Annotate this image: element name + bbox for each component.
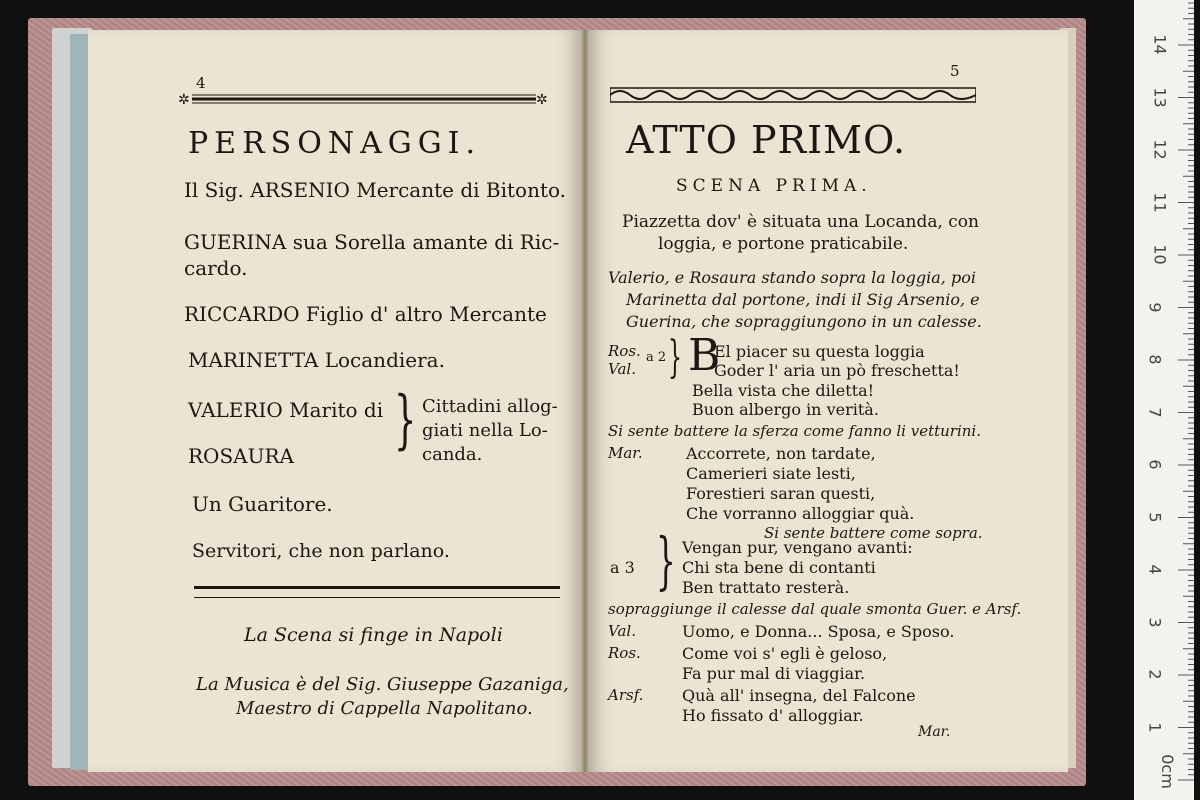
ruler-number: 1 xyxy=(1145,721,1165,733)
divider-rule xyxy=(194,586,560,598)
duet-line-1: El piacer su questa loggia xyxy=(714,342,925,361)
speaker-mar: Mar. xyxy=(608,444,643,462)
brace-duet: } xyxy=(668,332,682,383)
ruler-number: 13 xyxy=(1150,86,1170,108)
brace-text-3: canda. xyxy=(422,444,483,465)
ruler-number: 8 xyxy=(1145,354,1165,365)
speaker-ros: Ros. xyxy=(608,342,641,360)
character-marinetta: MARINETTA Locandiera. xyxy=(188,348,445,372)
drop-cap: B xyxy=(688,330,721,381)
ornament-band xyxy=(610,86,976,104)
mar-line-2: Camerieri siate lesti, xyxy=(686,464,856,483)
svg-text:✲: ✲ xyxy=(536,92,548,108)
speaker-val: Val. xyxy=(608,360,636,378)
stage-direction-3: Guerina, che sopraggiungono in un calesse. xyxy=(626,312,982,331)
stage-direction-2: Marinetta dal portone, indi il Sig Arsenio, e xyxy=(626,290,980,309)
mar-line-3: Forestieri saran questi, xyxy=(686,484,876,503)
dialogue-speaker-2: Ros. xyxy=(608,644,641,662)
duet-line-4: Buon albergo in verità. xyxy=(692,400,879,419)
music-credit-line-1: La Musica è del Sig. Giuseppe Gazaniga, xyxy=(196,674,569,695)
a2-marker: a 2 xyxy=(646,350,667,365)
dialogue-speaker-1: Val. xyxy=(608,622,636,640)
character-arsenio: Il Sig. ARSENIO Mercante di Bitonto. xyxy=(184,178,567,202)
trio-line-2: Chi sta bene di contanti xyxy=(682,558,876,577)
stage-direction-again: Si sente battere come sopra. xyxy=(764,524,983,542)
duet-line-2: Goder l' aria un pò freschetta! xyxy=(714,361,960,380)
character-riccardo: RICCARDO Figlio d' altro Mercante xyxy=(184,302,547,326)
ruler-number: 7 xyxy=(1145,406,1165,418)
dialogue-line-4: Quà all' insegna, del Falcone xyxy=(682,686,916,705)
dialogue-line-5: Ho fissato d' alloggiar. xyxy=(682,706,864,725)
mar-line-4: Che vorranno alloggiar quà. xyxy=(686,504,915,523)
a3-marker: a 3 xyxy=(610,558,635,577)
character-guerina: GUERINA sua Sorella amante di Ric- xyxy=(184,230,560,254)
ruler-number: 5 xyxy=(1145,511,1165,523)
character-guaritore: Un Guaritore. xyxy=(192,492,333,516)
scene-heading: SCENA PRIMA. xyxy=(676,176,872,196)
left-page xyxy=(88,30,582,772)
dialogue-line-2: Come voi s' egli è geloso, xyxy=(682,644,888,663)
right-page xyxy=(588,30,1068,772)
ruler-ticks xyxy=(1134,0,1194,800)
svg-text:✲: ✲ xyxy=(178,92,190,108)
page-number: 4 xyxy=(196,74,206,92)
ruler-number: 6 xyxy=(1145,459,1165,470)
scene-note: La Scena si finge in Napoli xyxy=(244,624,503,646)
character-valerio: VALERIO Marito di xyxy=(188,398,384,422)
dialogue-speaker-4: Arsf. xyxy=(608,686,644,704)
setting-line-2: loggia, e portone praticabile. xyxy=(658,234,909,254)
stage-direction-arrival: sopraggiunge il calesse dal quale smonta Guer. e Arsf. xyxy=(608,600,1022,618)
act-title: ATTO PRIMO. xyxy=(626,118,907,162)
mar-line-1: Accorrete, non tardate, xyxy=(686,444,876,463)
ruler-number: 3 xyxy=(1145,616,1165,628)
trio-line-1: Vengan pur, vengano avanti: xyxy=(682,538,913,557)
dramatis-personae-heading: PERSONAGGI. xyxy=(188,126,482,161)
character-guerina-cont: cardo. xyxy=(184,256,248,280)
stage-direction-whip: Si sente battere la sferza come fanno li vetturini. xyxy=(608,422,982,440)
character-servitori: Servitori, che non parlano. xyxy=(192,540,450,562)
page-number: 5 xyxy=(950,62,960,80)
ruler-number: 2 xyxy=(1145,669,1165,680)
ruler-number: 9 xyxy=(1145,301,1165,313)
trio-line-3: Ben trattato resterà. xyxy=(682,578,850,597)
measurement-ruler xyxy=(1134,0,1194,800)
ruler-unit: 0cm xyxy=(1157,754,1177,789)
setting-line-1: Piazzetta dov' è situata una Locanda, con xyxy=(622,212,979,232)
catchword: Mar. xyxy=(918,724,951,740)
duet-line-3: Bella vista che diletta! xyxy=(692,381,875,400)
ruler-number: 10 xyxy=(1150,244,1170,265)
dialogue-line-1: Uomo, e Donna... Sposa, e Sposo. xyxy=(682,622,955,641)
music-credit-line-2: Maestro di Cappella Napolitano. xyxy=(236,698,533,719)
brace-trio: } xyxy=(656,524,676,597)
character-rosaura: ROSAURA xyxy=(188,444,294,468)
ruler-number: 4 xyxy=(1145,564,1165,575)
ruler-number: 11 xyxy=(1150,191,1170,213)
ruler-number: 14 xyxy=(1150,34,1170,55)
dialogue-line-3: Fa pur mal di viaggiar. xyxy=(682,664,866,683)
ruler-number: 12 xyxy=(1150,139,1170,160)
brace: } xyxy=(394,383,417,457)
ornament-rule xyxy=(178,90,550,108)
brace-text-2: giati nella Lo- xyxy=(422,420,548,441)
brace-text-1: Cittadini allog- xyxy=(422,396,558,417)
stage-direction-1: Valerio, e Rosaura stando sopra la loggia, poi xyxy=(608,268,976,287)
